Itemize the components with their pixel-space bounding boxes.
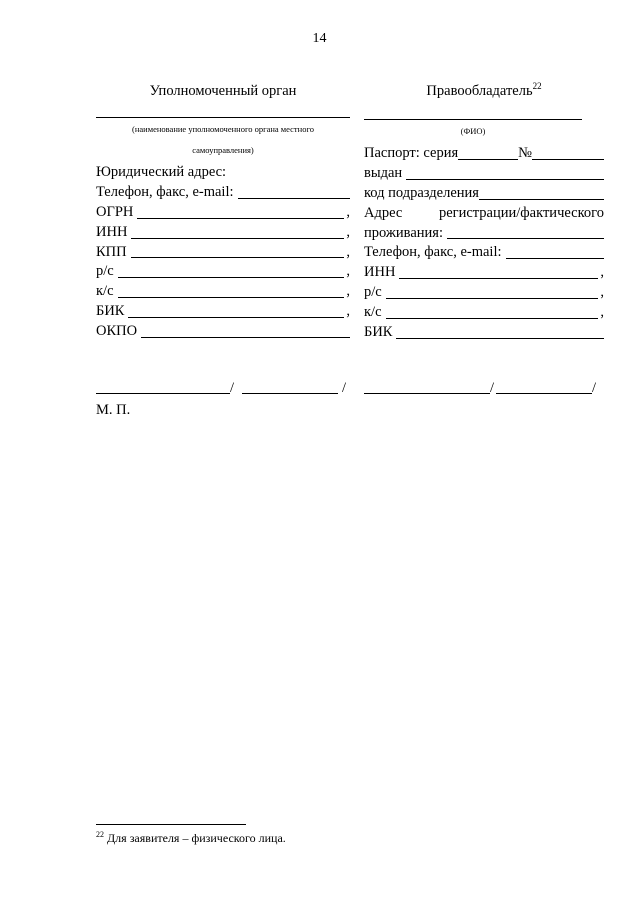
rightholder-phone-blank: [506, 258, 604, 259]
footnote: [96, 830, 286, 846]
rightholder-bik-blank: [396, 338, 604, 339]
authority-bik-row: [96, 302, 350, 322]
rightholder-inn-label: ИНН: [364, 264, 396, 281]
passport-number-blank: [532, 159, 604, 160]
okpo-label: ОКПО: [96, 323, 138, 340]
ogrn-label: ОГРН: [96, 203, 134, 220]
rightholder-name-blank: [496, 393, 592, 394]
authority-bik-label: БИК: [96, 303, 125, 320]
rightholder-heading: [364, 82, 604, 100]
rightholder-bik-row: [364, 323, 604, 343]
authority-heading: Уполномоченный орган: [149, 83, 297, 99]
division-code-label: код подразделения: [364, 184, 479, 201]
authority-name-blank: [242, 393, 338, 394]
rightholder-ks-label: к/с: [364, 304, 382, 321]
rightholder-heading-text: Правообладатель: [426, 83, 533, 99]
kpp-row: [96, 243, 350, 263]
issued-row: [364, 164, 604, 184]
rightholder-inn-blank: [399, 278, 598, 279]
authority-inn-label: ИНН: [96, 223, 128, 240]
rightholder-details: [364, 144, 604, 343]
authority-signature-blank: [96, 393, 230, 394]
rightholder-ks-row: [364, 303, 604, 323]
authority-ks-comma: ,: [346, 283, 350, 300]
authority-rs-blank: [118, 277, 345, 278]
kpp-label: КПП: [96, 243, 127, 260]
residence-row: [364, 224, 604, 244]
footnote-text: Для заявителя – физического лица.: [107, 831, 286, 845]
authority-ks-blank: [118, 297, 345, 298]
rightholder-name-caption: (ФИО): [460, 126, 486, 136]
rightholder-signature-slash-2: /: [592, 380, 597, 396]
rightholder-rs-row: [364, 283, 604, 303]
rightholder-signature-slash-1: /: [490, 380, 495, 396]
authority-signature-slash-2: /: [342, 380, 347, 396]
division-code-row: [364, 184, 604, 204]
address-label: Адрес: [364, 204, 403, 221]
authority-signature-line: [96, 378, 350, 398]
authority-signature-slash-1: /: [230, 380, 235, 396]
legal-address-row: [96, 163, 350, 183]
kpp-blank: [131, 257, 345, 258]
authority-phone-blank: [238, 198, 350, 199]
legal-address-label: Юридический адрес:: [96, 163, 227, 180]
ogrn-blank: [137, 218, 344, 219]
rightholder-phone-row: [364, 243, 604, 263]
authority-rs-comma: ,: [346, 263, 350, 280]
footnote-separator: [96, 824, 246, 825]
authority-rs-label: р/с: [96, 263, 114, 280]
authority-name-caption: (наименование уполномоченного органа местного: [132, 124, 314, 134]
rightholder-rs-comma: ,: [600, 284, 604, 301]
division-code-blank: [479, 199, 604, 200]
rightholder-inn-comma: ,: [600, 264, 604, 281]
issued-label: выдан: [364, 164, 403, 181]
address-label-cont: регистрации/фактического: [438, 204, 604, 221]
residence-label: проживания:: [364, 224, 443, 241]
address-row: [364, 204, 604, 224]
ogrn-row: [96, 203, 350, 223]
okpo-row: [96, 322, 350, 342]
ogrn-comma: ,: [346, 203, 350, 220]
rightholder-phone-label: Телефон, факс, e-mail:: [364, 244, 502, 261]
kpp-comma: ,: [346, 243, 350, 260]
authority-bik-comma: ,: [346, 303, 350, 320]
passport-label: Паспорт: серия: [364, 144, 459, 161]
rightholder-inn-row: [364, 263, 604, 283]
rightholder-bik-label: БИК: [364, 324, 393, 340]
passport-row: [364, 144, 604, 164]
passport-number-sign: №: [518, 144, 532, 161]
okpo-blank: [141, 337, 350, 338]
rightholder-signature-line: [364, 378, 604, 398]
authority-inn-comma: ,: [346, 223, 350, 240]
authority-inn-row: [96, 223, 350, 243]
stamp-place: М. П.: [96, 402, 131, 418]
footnote-marker: 22: [532, 81, 542, 91]
rightholder-ks-blank: [386, 318, 599, 319]
authority-ks-label: к/с: [96, 283, 114, 300]
page-number: 14: [312, 31, 327, 46]
authority-ks-row: [96, 282, 350, 302]
authority-phone-label: Телефон, факс, e-mail:: [96, 183, 234, 200]
authority-phone-row: [96, 183, 350, 203]
authority-details: [96, 163, 350, 342]
passport-series-blank: [458, 159, 518, 160]
rightholder-column: [364, 82, 604, 343]
authority-bik-blank: [128, 317, 344, 318]
rightholder-signature-blank: [364, 393, 490, 394]
rightholder-rs-blank: [386, 298, 599, 299]
authority-column: [96, 82, 350, 342]
footnote-number: 22: [96, 830, 104, 839]
authority-rs-row: [96, 262, 350, 282]
rightholder-ks-comma: ,: [600, 304, 604, 321]
rightholder-rs-label: р/с: [364, 284, 382, 301]
issued-blank: [406, 179, 604, 180]
residence-blank: [447, 238, 604, 239]
authority-inn-blank: [131, 238, 344, 239]
authority-name-caption-cont: самоуправления): [192, 145, 254, 155]
